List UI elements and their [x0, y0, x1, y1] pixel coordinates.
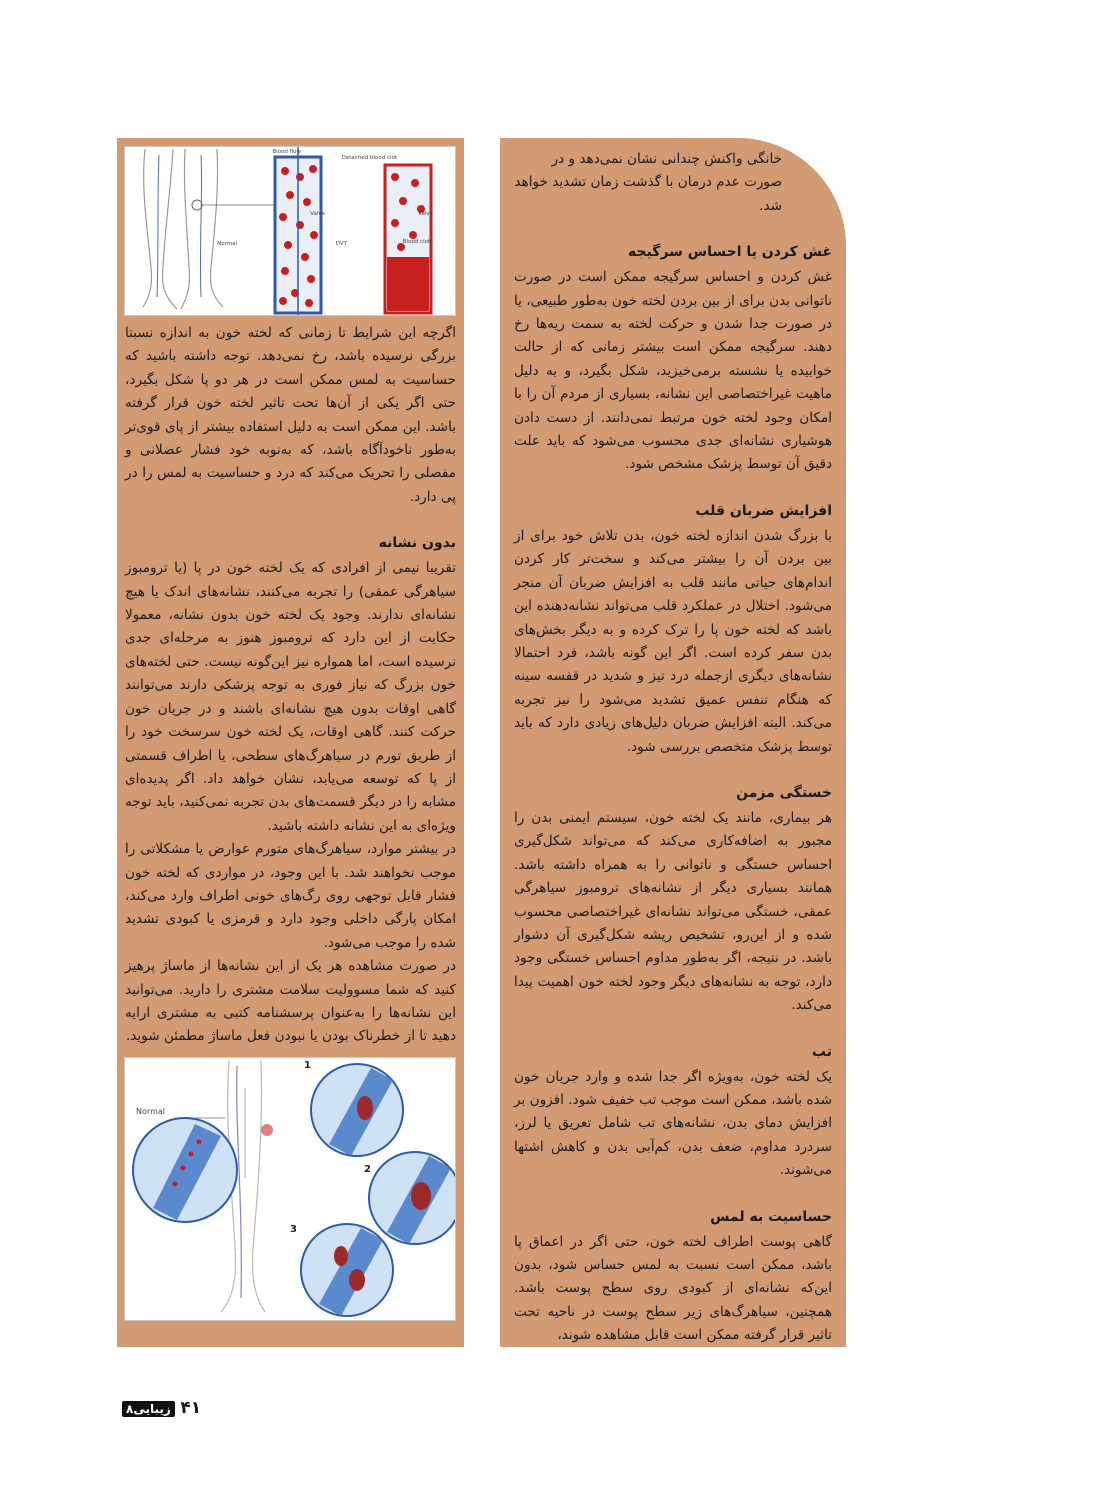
- section-heading-no-symptoms: بدون نشانه: [378, 535, 456, 552]
- paragraph-1: اگرچه این شرایط تا زمانی که لخته خون به اندازه نسبتا بزرگی نرسیده باشد، رخ نمی‌دهد. توجه داشته باشید که حساسیت به لمس ممکن است در هر دو پا شکل بگیرد، حتی اگر یکی از آن‌ها تحت تاثیر لخته خون قرار گرفته باشد. این ممکن است به دلیل استفاده بیشتر از پای قوی‌تر به‌طور ناخودآگاه باشد، که به‌نوبه خود فشار عضلانی و مفصلی را تحریک می‌کند که درد و حساسیت به لمس را در پی دارد.: [125, 325, 456, 505]
- clot-stages-illustration: [125, 1058, 455, 1320]
- label-stage-3: 3: [290, 1223, 297, 1235]
- label-normal-2: Normal: [136, 1106, 165, 1116]
- label-blood-clots: Blood clots: [402, 239, 433, 245]
- section-heading: تب: [811, 1043, 832, 1060]
- magazine-logo: زیبایی۸: [122, 1401, 175, 1417]
- clot-stages-figure: [124, 1057, 456, 1321]
- label-dvt: DVT: [335, 241, 347, 247]
- dvt-illustration: [125, 147, 455, 315]
- section-heading: غش کردن یا احساس سرگیجه: [628, 244, 832, 261]
- page-footer: [118, 1398, 201, 1418]
- section-heading: افزایش ضربان قلب: [695, 502, 832, 519]
- label-valve: Valve: [310, 211, 325, 217]
- label-detached-clot: Detached blood clot: [341, 155, 397, 161]
- label-blood-flow: Blood flow: [272, 149, 301, 155]
- right-column: [500, 138, 846, 1347]
- section-text: یک لخته خون، به‌ویژه اگر جدا شده و وارد جریان خون شده باشد، ممکن است موجب تب خفیف شود. افزون بر افزایش دمای بدن، نشانه‌های تب شامل تعریق یا لرز، سردرد مداوم، ضعف بدن، کم‌آبی بدن و کاهش اشتها می‌شوند.: [514, 1068, 832, 1179]
- dvt-vein-figure: [124, 146, 456, 316]
- section-fatigue: [514, 781, 832, 1018]
- label-valve-dvt: Valve: [418, 211, 433, 217]
- paragraph-2: تقریبا نیمی از افرادی که یک لخته خون در پا (یا ترومبوز سیاهرگی عمقی) را تجربه می‌کنند، نشانه‌های اندک یا هیچ نشانه‌ای ندارند. وجود یک لخته خون بدون نشانه، معمولا حکایت از این دارد که ترومبوز هنوز به مرحله‌ای جدی نرسیده است، اما همواره نیز این‌گونه نیست. حتی لخته‌های خون بزرگ که نیاز فوری به توجه پزشکی دارند می‌توانند گاهی اوقات بدون هیچ نشانه‌ای باشند و در جریان خون حرکت کنند. گاهی اوقات، یک لخته خون سرسخت خود را از طریق تورم در سیاهرگ‌های سطحی، یا اطراف قسمتی از پا که توسعه می‌یابد، نشان خواهد داد. اگر پدیده‌ای مشابه را در دیگر قسمت‌های بدن تجربه نمی‌کنید، باید توجه ویژه‌ای به این نشانه داشته باشید.: [125, 560, 456, 834]
- label-stage-1: 1: [304, 1059, 311, 1071]
- section-fainting: [514, 240, 832, 477]
- section-text: غش کردن و احساس سرگیجه ممکن است در صورت ناتوانی بدن برای از بین بردن لخته خون به‌طور طبیعی، یا در صورت جدا شدن و حرکت لخته به سمت ریه‌ها رخ دهند. سرگیجه ممکن است بیشتر زمانی که از حالت خوابیده یا نشسته برمی‌خیزید، شکل بگیرد، و به دلیل ماهیت غیراختصاصی این نشانه، بسیاری از مردم آن را با امکان وجود لخته خون مرتبط نمی‌دانند. از دست دادن هوشیاری نشانه‌ای جدی محسوب می‌شود که باید علت دقیق آن توسط پزشک مشخص شود.: [514, 269, 832, 473]
- section-text: هر بیماری، مانند یک لخته خون، سیستم ایمنی بدن را مجبور به اضافه‌کاری می‌کند که می‌تواند شکل‌گیری احساس خستگی و ناتوانی را به همراه داشته باشد. همانند بسیاری دیگر از نشانه‌های ترومبوز سیاهرگی عمقی، خستگی می‌تواند نشانه‌ای غیراختصاصی محسوب شده و از این‌رو، تشخیص ریشه شکل‌گیری آن دشوار باشد. در نتیجه، اگر به‌طور مداوم احساس خستگی وجود دارد، توجه به نشانه‌های دیگر وجود لخته خون اهمیت پیدا می‌کند.: [514, 809, 832, 1014]
- label-stage-2: 2: [364, 1163, 371, 1175]
- section-fever: [514, 1040, 832, 1183]
- paragraph-4: در صورت مشاهده هر یک از این نشانه‌ها از ماساژ پرهیز کنید که شما مسوولیت سلامت مشتری را دارید. می‌توانید این نشانه‌ها را به‌عنوان پرسشنامه کتبی به مشتری ارایه دهید تا از خطرناک بودن یا نبودن فعل ماساژ مطمئن شوید.: [125, 958, 456, 1045]
- section-text: گاهی پوست اطراف لخته خون، حتی اگر در اعماق پا باشد، ممکن است نسبت به لمس حساس شود، بدون این‌که نشانه‌ای از کبودی روی سطح پوست باشد. همچنین، سیاهرگ‌های زیر سطح پوست در ناحیه تحت تاثیر قرار گرفته ممکن است قابل مشاهده شوند،: [514, 1233, 832, 1344]
- paragraph-3: در بیشتر موارد، سیاهرگ‌های متورم عوارض یا مشکلاتی را موجب نخواهند شد. با این وجود، در مواردی که لخته خون فشار قابل توجهی روی رگ‌های خونی اطراف وارد می‌کند، امکان پارگی داخلی وجود دارد و قرمزی یا کبودی تشدید شده را موجب می‌شود.: [125, 841, 456, 951]
- label-normal: Normal: [217, 241, 237, 247]
- section-heart-rate: [514, 499, 832, 759]
- section-heading: خستگی مزمن: [736, 784, 832, 801]
- page-number: ۴۱: [180, 1398, 202, 1418]
- section-text: با بزرگ شدن اندازه لخته خون، بدن تلاش خود برای از بین بردن آن را بیشتر می‌کند و سخت‌تر کار کردن اندام‌های حیاتی مانند قلب به افزایش ضربان آن منجر می‌شود. اختلال در عملکرد قلب می‌تواند نشانه‌دهنده این باشد که لخته خون پا را ترک کرده و به دیگر بخش‌های بدن سفر کرده است. اگر این گونه باشد، فرد احتمالا نشانه‌های دیگری ازجمله درد تیز و شدید در قفسه سینه که هنگام تنفس عمیق تشدید می‌شود را نیز تجربه می‌کند. البته افزایش ضربان دلیل‌های زیادی دارد که باید توسط پزشک متخصص بررسی شود.: [514, 527, 832, 755]
- section-tenderness: [514, 1205, 832, 1348]
- left-column: [117, 138, 464, 1347]
- section-heading: حساسیت به لمس: [710, 1208, 832, 1225]
- intro-text: خانگی واکنش چندانی نشان نمی‌دهد و در صورت عدم درمان با گذشت زمان تشدید خواهد شد.: [514, 151, 782, 214]
